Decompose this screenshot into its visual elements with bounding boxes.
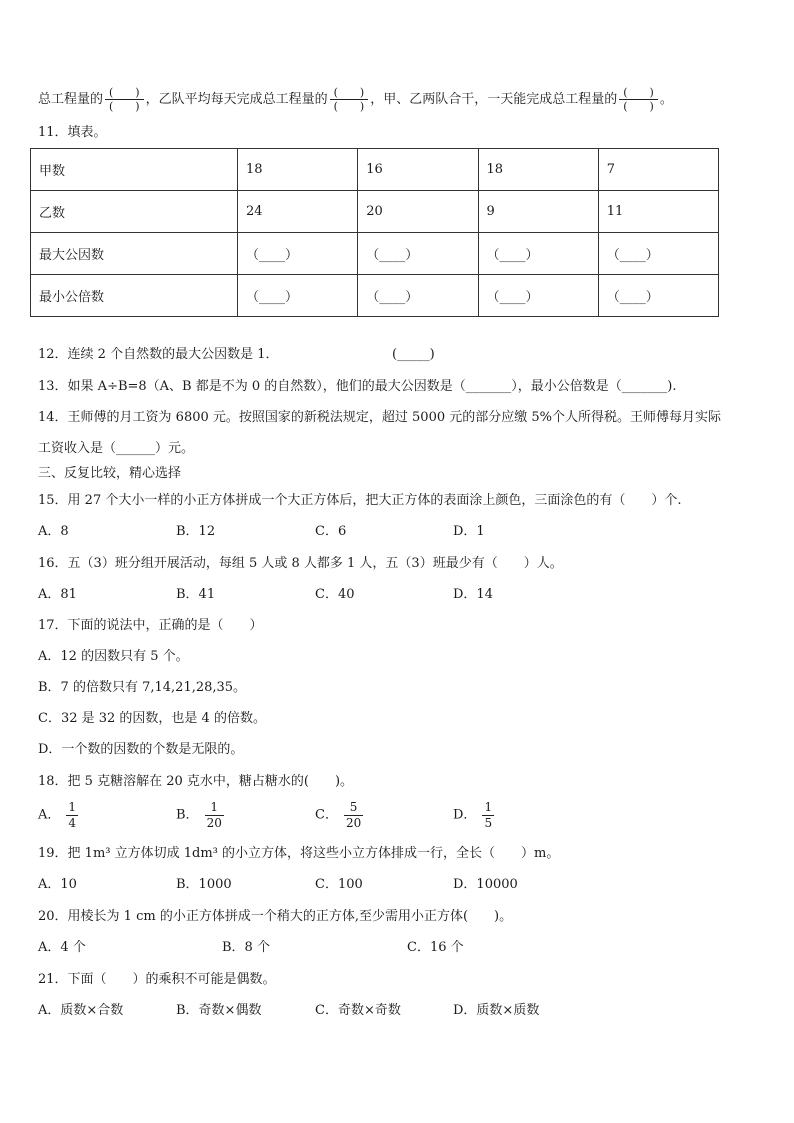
option-a[interactable]: A．81 xyxy=(38,587,77,602)
q18-text: 18．把 5 克糖溶解在 20 克水中，糖占糖水的( )。 xyxy=(38,774,354,789)
table-cell: 18 xyxy=(478,149,598,191)
q12-blank[interactable]: (_____) xyxy=(392,347,435,362)
option-d[interactable]: D．14 xyxy=(453,587,493,602)
q12-text: 12．连续 2 个自然数的最大公因数是 1． xyxy=(38,347,279,362)
table-cell: 9 xyxy=(478,191,598,233)
row-label: 最小公倍数 xyxy=(31,275,238,317)
option-b[interactable]: B．奇数×偶数 xyxy=(176,1003,262,1018)
q11-title: 11．填表。 xyxy=(38,125,107,140)
table-cell: 11 xyxy=(598,191,718,233)
q10-part2: ，乙队平均每天完成总工程量的 xyxy=(145,92,328,107)
option-d[interactable]: D．质数×质数 xyxy=(453,1003,540,1018)
table-row xyxy=(31,233,719,275)
answer-blank[interactable]: （____） xyxy=(238,233,358,275)
option-b[interactable]: B．41 xyxy=(176,587,216,602)
fraction: $\frac{5}{20}$ xyxy=(345,800,362,830)
q10-part3: ，甲、乙两队合干，一天能完成总工程量的 xyxy=(370,92,618,107)
option-c[interactable]: C．奇数×奇数 xyxy=(315,1003,401,1018)
option-b[interactable]: B．1000 xyxy=(176,877,232,892)
q16-text: 16．五（3）班分组开展活动，每组 5 人或 8 人都多 1 人，五（3）班最少有（ ）人。 xyxy=(38,556,563,571)
option-b[interactable]: B．7 的倍数只有 7,14,21,28,35。 xyxy=(38,680,247,695)
option-c[interactable]: C．100 xyxy=(315,877,363,892)
q20-text: 20．用棱长为 1 cm 的小正方体拼成一个稍大的正方体,至少需用小正方体( )。 xyxy=(38,909,513,924)
q10-part4: 。 xyxy=(659,92,673,107)
option-a[interactable]: A．12 的因数只有 5 个。 xyxy=(38,649,189,664)
option-a[interactable]: A．4 个 xyxy=(38,940,86,955)
fraction-blank-2[interactable]: $\frac{( )}{( )}$ xyxy=(330,86,369,113)
option-d[interactable]: D． $\frac{1}{5}$ xyxy=(453,800,493,830)
q12-line xyxy=(38,346,278,364)
table-row xyxy=(31,149,719,191)
option-d[interactable]: D．1 xyxy=(453,524,485,539)
fraction: $\frac{1}{5}$ xyxy=(484,800,493,830)
table-cell: 20 xyxy=(358,191,478,233)
answer-blank[interactable]: （____） xyxy=(598,275,718,317)
section-heading: 三、反复比较，精心选择 xyxy=(38,466,182,481)
table-cell: 18 xyxy=(238,149,358,191)
option-b[interactable]: B．12 xyxy=(176,524,216,539)
row-label: 甲数 xyxy=(31,149,238,191)
q15-text: 15．用 27 个大小一样的小正方体拼成一个大正方体后，把大正方体的表面涂上颜色，三面涂色的有（ ）个. xyxy=(38,493,682,508)
q13-text: 13．如果 A÷B=8（A、B 都是不为 0 的自然数），他们的最大公因数是（_______），最小公倍数是（_______). xyxy=(38,379,677,394)
option-c[interactable]: C．6 xyxy=(315,524,347,539)
option-c[interactable]: C． $\frac{5}{20}$ xyxy=(315,800,362,830)
answer-blank[interactable]: （____） xyxy=(478,275,598,317)
answer-blank[interactable]: （____） xyxy=(238,275,358,317)
option-c[interactable]: C．16 个 xyxy=(407,940,464,955)
q11-table xyxy=(30,148,719,317)
fraction: $\frac{1}{20}$ xyxy=(206,800,222,830)
row-label: 乙数 xyxy=(31,191,238,233)
table-row xyxy=(31,191,719,233)
answer-blank[interactable]: （____） xyxy=(478,233,598,275)
q10-tail-line xyxy=(38,86,673,113)
option-c[interactable]: C．40 xyxy=(315,587,355,602)
option-b[interactable]: B．8 个 xyxy=(222,940,270,955)
fraction-blank-3[interactable]: $\frac{( )}{( )}$ xyxy=(619,86,658,113)
q19-text: 19．把 1m³ 立方体切成 1dm³ 的小立方体，将这些小立方体排成一行，全长（ ）m。 xyxy=(38,846,560,861)
option-a[interactable]: A． $\frac{1}{4}$ xyxy=(38,800,77,830)
table-cell: 7 xyxy=(598,149,718,191)
q17-text: 17．下面的说法中，正确的是（ ） xyxy=(38,618,263,633)
option-a[interactable]: A．8 xyxy=(38,524,69,539)
option-a[interactable]: A．质数×合数 xyxy=(38,1003,124,1018)
table-cell: 16 xyxy=(358,149,478,191)
fraction: $\frac{1}{4}$ xyxy=(68,800,77,830)
q10-part1: 总工程量的 xyxy=(38,92,104,107)
option-d[interactable]: D．一个数的因数的个数是无限的。 xyxy=(38,742,244,757)
row-label: 最大公因数 xyxy=(31,233,238,275)
answer-blank[interactable]: （____） xyxy=(358,233,478,275)
table-row xyxy=(31,275,719,317)
option-c[interactable]: C．32 是 32 的因数，也是 4 的倍数。 xyxy=(38,711,266,726)
fraction-blank-1[interactable]: $\frac{( )}{( )}$ xyxy=(105,86,144,113)
table-cell: 24 xyxy=(238,191,358,233)
answer-blank[interactable]: （____） xyxy=(598,233,718,275)
option-b[interactable]: B． $\frac{1}{20}$ xyxy=(176,800,222,830)
answer-blank[interactable]: （____） xyxy=(358,275,478,317)
option-a[interactable]: A．10 xyxy=(38,877,77,892)
option-d[interactable]: D．10000 xyxy=(453,877,518,892)
q14-line1: 14．王师傅的月工资为 6800 元。按照国家的新税法规定，超过 5000 元的部分应缴 5%个人所得税。王师傅每月实际 xyxy=(38,410,721,425)
q21-text: 21．下面（ ）的乘积不可能是偶数。 xyxy=(38,972,276,987)
q14-line2: 工资收入是（______）元。 xyxy=(38,441,195,456)
